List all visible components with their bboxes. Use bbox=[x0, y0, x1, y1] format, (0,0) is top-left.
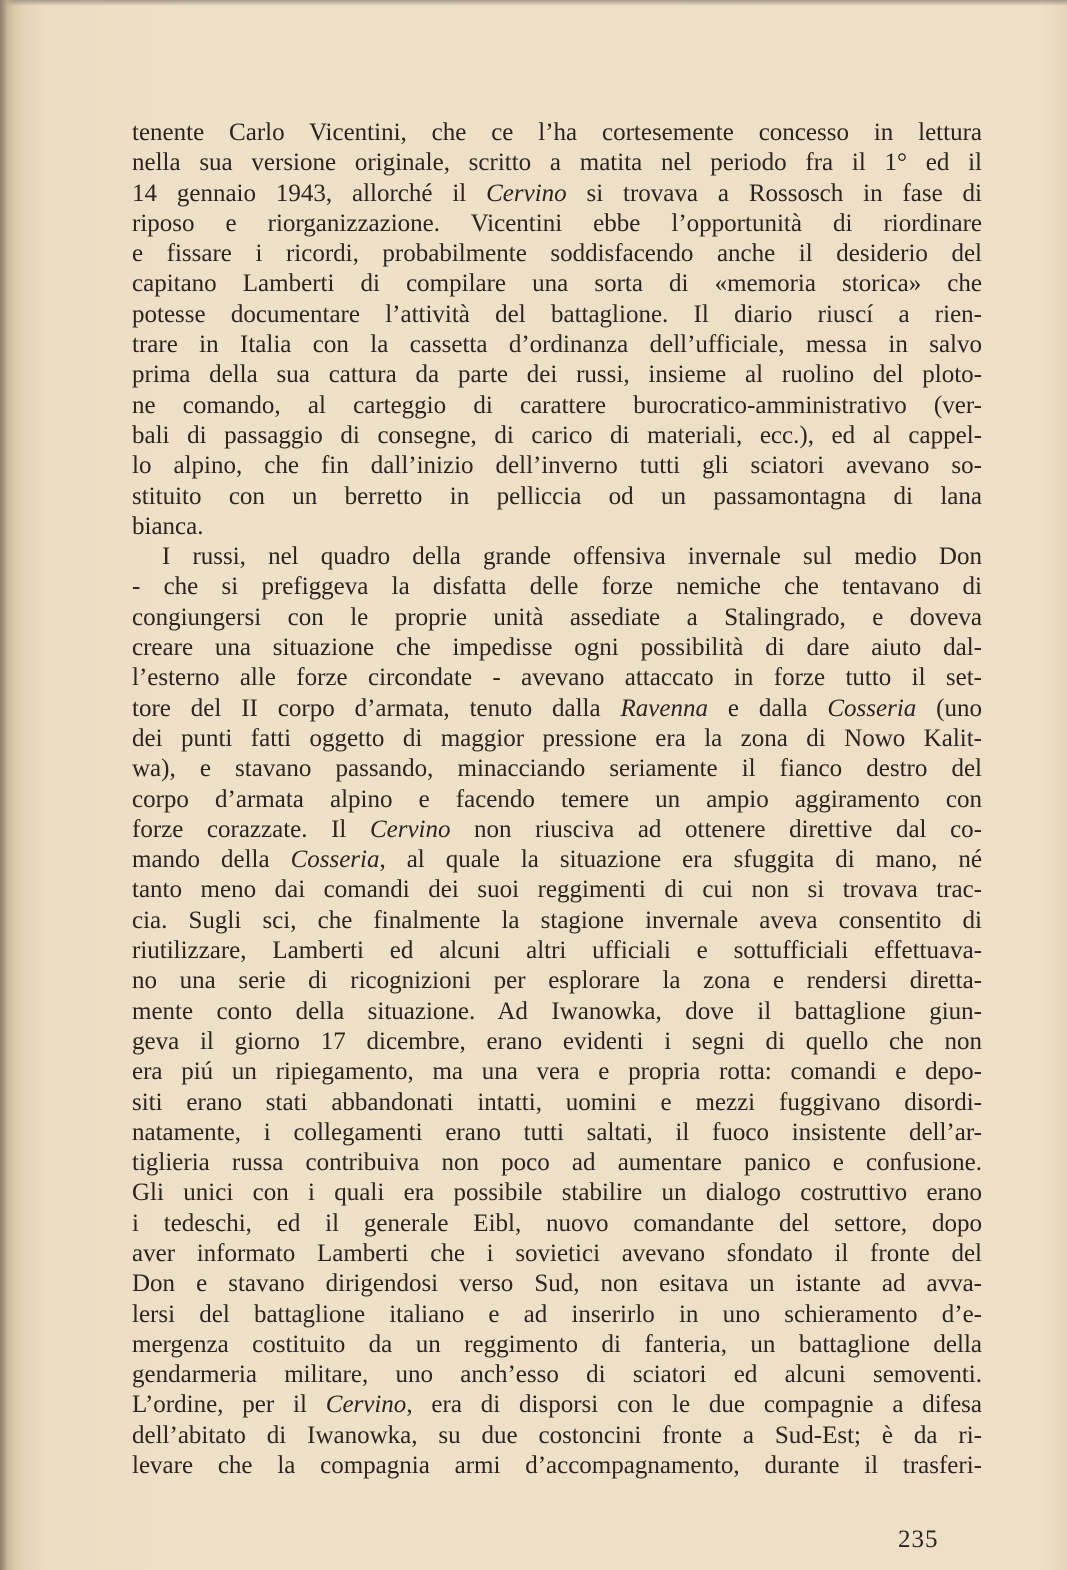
text-segment: riposo e riorganizzazione. Vicentini ebbe l’opportunità di riordinare bbox=[132, 209, 982, 237]
text-line bbox=[132, 360, 982, 390]
text-line bbox=[132, 845, 982, 875]
text-line bbox=[132, 997, 982, 1027]
italic-text-segment: Cosseria bbox=[290, 846, 380, 874]
text-line bbox=[132, 572, 982, 602]
italic-text-segment: Cervino bbox=[486, 179, 567, 207]
text-segment: Gli unici con i quali era possibile stabilire un dialogo costruttivo erano bbox=[132, 1179, 982, 1207]
text-segment: levare che la compagnia armi d’accompagnamento, durante il trasferi- bbox=[132, 1452, 982, 1480]
text-segment: forze corazzate. Il bbox=[132, 815, 370, 843]
text-line bbox=[132, 269, 982, 299]
text-line bbox=[132, 330, 982, 360]
text-line bbox=[132, 1057, 982, 1087]
text-line bbox=[132, 1451, 982, 1481]
text-line bbox=[132, 451, 982, 481]
text-line bbox=[132, 603, 982, 633]
text-line bbox=[132, 209, 982, 239]
text-line bbox=[132, 1269, 982, 1299]
text-line bbox=[132, 1421, 982, 1451]
text-segment: lersi del battaglione italiano e ad inserirlo in uno schieramento d’e- bbox=[132, 1300, 982, 1328]
text-line bbox=[132, 724, 982, 754]
text-line bbox=[132, 906, 982, 936]
text-segment: i tedeschi, ed il generale Eibl, nuovo comandante del settore, dopo bbox=[132, 1209, 982, 1237]
text-line bbox=[132, 300, 982, 330]
text-segment: ne comando, al carteggio di carattere burocratico-amministrativo (ver- bbox=[132, 391, 982, 419]
text-line bbox=[132, 512, 982, 542]
text-segment: no una serie di ricognizioni per esplorare la zona e rendersi diretta- bbox=[132, 967, 982, 995]
text-segment: tiglieria russa contribuiva non poco ad aumentare panico e confusione. bbox=[132, 1149, 982, 1177]
page-spine-shadow bbox=[0, 0, 14, 1570]
italic-text-segment: Cosseria bbox=[827, 694, 917, 722]
text-segment: riutilizzare, Lamberti ed alcuni altri ufficiali e sottufficiali effettuava- bbox=[132, 937, 982, 965]
text-line bbox=[132, 391, 982, 421]
text-segment: , era di disporsi con le due compagnie a difesa bbox=[406, 1391, 982, 1419]
text-segment: I russi, nel quadro della grande offensiva invernale sul medio Don bbox=[162, 543, 982, 571]
text-segment: corpo d’armata alpino e facendo temere un ampio aggiramento con bbox=[132, 785, 982, 813]
italic-text-segment: Cervino bbox=[325, 1391, 407, 1419]
text-segment: e dalla bbox=[707, 694, 828, 722]
text-segment: e fissare i ricordi, probabilmente soddisfacendo anche il desiderio del bbox=[132, 240, 982, 268]
text-segment: cia. Sugli sci, che finalmente la stagione invernale aveva consentito di bbox=[132, 906, 982, 934]
text-segment: geva il giorno 17 dicembre, erano evidenti i segni di quello che non bbox=[132, 1027, 982, 1055]
text-segment: si trovava a Rossosch in fase di bbox=[566, 179, 982, 207]
text-segment: Don e stavano dirigendosi verso Sud, non esitava un istante ad avva- bbox=[132, 1270, 982, 1298]
text-segment: era piú un ripiegamento, ma una vera e propria rotta: comandi e depo- bbox=[132, 1058, 982, 1086]
text-line bbox=[132, 1330, 982, 1360]
text-line bbox=[132, 1360, 982, 1390]
text-line bbox=[132, 875, 982, 905]
text-segment: tenente Carlo Vicentini, che ce l’ha cortesemente concesso in lettura bbox=[132, 119, 982, 146]
text-line bbox=[132, 1390, 982, 1420]
text-segment: tore del II corpo d’armata, tenuto dalla bbox=[132, 694, 621, 722]
text-segment: prima della sua cattura da parte dei russi, insieme al ruolino del ploto- bbox=[132, 361, 982, 389]
text-segment: bali di passaggio di consegne, di carico di materiali, ecc.), ed al cappel- bbox=[132, 421, 982, 449]
text-segment: natamente, i collegamenti erano tutti saltati, il fuoco insistente dell’ar- bbox=[132, 1118, 982, 1146]
text-line bbox=[132, 542, 982, 572]
italic-text-segment: Ravenna bbox=[620, 694, 708, 722]
text-line bbox=[132, 663, 982, 693]
text-line bbox=[132, 633, 982, 663]
text-segment: mando della bbox=[132, 846, 291, 874]
text-line bbox=[132, 936, 982, 966]
text-segment: wa), e stavano passando, minacciando seriamente il fianco destro del bbox=[132, 755, 982, 783]
text-line bbox=[132, 179, 982, 209]
page-top-edge bbox=[0, 0, 1067, 6]
page-number: 235 bbox=[898, 1526, 939, 1553]
italic-text-segment: Cervino bbox=[369, 815, 451, 843]
text-segment: 14 gennaio 1943, allorché il bbox=[132, 179, 487, 207]
text-line bbox=[132, 482, 982, 512]
text-segment: dei punti fatti oggetto di maggior pressione era la zona di Nowo Kalit- bbox=[132, 724, 982, 752]
text-segment: mergenza costituito da un reggimento di fanteria, un battaglione della bbox=[132, 1330, 982, 1358]
text-line bbox=[132, 239, 982, 269]
text-line bbox=[132, 148, 982, 178]
text-segment: , al quale la situazione era sfuggita di mano, né bbox=[379, 846, 982, 874]
text-segment: congiungersi con le proprie unità assediate a Stalingrado, e doveva bbox=[132, 603, 982, 631]
text-line bbox=[132, 1239, 982, 1269]
text-segment: L’ordine, per il bbox=[132, 1391, 326, 1419]
text-line bbox=[132, 815, 982, 845]
text-line bbox=[132, 1300, 982, 1330]
text-segment: mente conto della situazione. Ad Iwanowka, dove il battaglione giun- bbox=[132, 997, 982, 1025]
text-segment: lo alpino, che fin dall’inizio dell’inverno tutti gli sciatori avevano so- bbox=[132, 452, 982, 480]
text-line bbox=[132, 754, 982, 784]
text-line bbox=[132, 785, 982, 815]
text-line bbox=[132, 694, 982, 724]
text-line bbox=[132, 1178, 982, 1208]
text-segment: stituito con un berretto in pelliccia od un passamontagna di lana bbox=[132, 482, 982, 510]
text-segment: gendarmeria militare, uno anch’esso di sciatori ed alcuni semoventi. bbox=[132, 1361, 982, 1389]
text-segment: bianca. bbox=[132, 512, 204, 540]
text-line bbox=[132, 1118, 982, 1148]
text-segment: (uno bbox=[916, 694, 982, 722]
text-line bbox=[132, 118, 982, 148]
text-segment: l’esterno alle forze circondate - avevano attaccato in forze tutto il set- bbox=[132, 664, 982, 692]
text-line bbox=[132, 1027, 982, 1057]
text-line bbox=[132, 1209, 982, 1239]
body-text bbox=[132, 118, 982, 1481]
text-segment: siti erano stati abbandonati intatti, uomini e mezzi fuggivano disordi- bbox=[132, 1088, 982, 1116]
text-segment: dell’abitato di Iwanowka, su due costoncini fronte a Sud-Est; è da ri- bbox=[132, 1421, 982, 1449]
text-segment: non riusciva ad ottenere direttive dal co- bbox=[450, 815, 982, 843]
text-line bbox=[132, 1148, 982, 1178]
text-segment: nella sua versione originale, scritto a matita nel periodo fra il 1° ed il bbox=[132, 149, 982, 177]
text-segment: tanto meno dai comandi dei suoi reggimenti di cui non si trovava trac- bbox=[132, 876, 982, 904]
text-segment: creare una situazione che impedisse ogni possibilità di dare aiuto dal- bbox=[132, 634, 982, 662]
text-line bbox=[132, 1088, 982, 1118]
text-segment: - che si prefiggeva la disfatta delle forze nemiche che tentavano di bbox=[132, 573, 982, 601]
text-segment: trare in Italia con la cassetta d’ordinanza dell’ufficiale, messa in salvo bbox=[132, 331, 982, 359]
text-segment: capitano Lamberti di compilare una sorta di «memoria storica» che bbox=[132, 270, 982, 298]
text-segment: aver informato Lamberti che i sovietici avevano sfondato il fronte del bbox=[132, 1239, 982, 1267]
text-line bbox=[132, 966, 982, 996]
text-line bbox=[132, 421, 982, 451]
text-segment: potesse documentare l’attività del battaglione. Il diario riuscí a rien- bbox=[132, 300, 982, 328]
